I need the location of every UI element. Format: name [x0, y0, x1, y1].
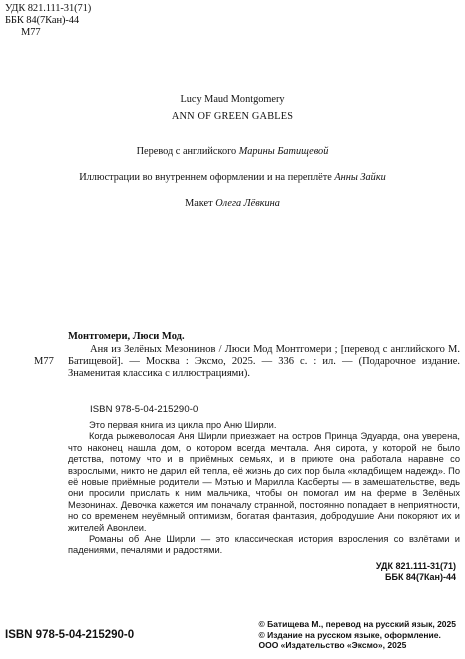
bbk-code: ББК 84(7Кан)-44 — [5, 15, 80, 26]
translation-credit — [0, 146, 465, 158]
illustrations-prefix: Иллюстрации во внутреннем оформлении и на переплёте — [79, 172, 335, 183]
footer-classification-codes — [376, 561, 456, 583]
layout-designer-name: Олега Лёвкина — [215, 198, 280, 209]
translation-prefix: Перевод с английского — [136, 146, 239, 157]
layout-prefix: Макет — [185, 198, 216, 209]
bibliographic-description: Аня из Зелёных Мезонинов / Люси Мод Монтгомери ; [перевод с английского М. Батищевой]. — Москва : Эксмо, 2025. — 336 с. : ил. — (Подарочное издание. Знаменитая классика с иллюстрациями). — [68, 344, 460, 379]
copyright-block — [258, 619, 456, 651]
copyright-edition: © Издание на русском языке, оформление. — [258, 629, 441, 640]
bibliographic-record — [68, 331, 460, 380]
annotation-paragraph: Романы об Ане Ширли — это классическая история взросления со взлётами и падениями, печалями и радостями. — [68, 534, 460, 556]
illustration-credit — [0, 172, 465, 184]
udk-code: УДК 821.111-31(71) — [5, 3, 92, 14]
author-latin: Lucy Maud Montgomery — [180, 94, 285, 105]
translator-name: Марины Батищевой — [238, 146, 329, 157]
footer-bbk-code: ББК 84(7Кан)-44 — [385, 572, 456, 582]
illustrator-name: Анны Зайки — [334, 172, 386, 183]
isbn-record: ISBN 978-5-04-215290-0 — [90, 404, 199, 415]
footer-udk-code: УДК 821.111-31(71) — [375, 561, 456, 571]
bibliographic-author-mark: М77 — [34, 356, 54, 367]
author-mark: М77 — [21, 27, 41, 38]
annotation-paragraph: Когда рыжеволосая Аня Ширли приезжает на остров Принца Эдуарда, она уверена, что наконец нашла дом, о котором всегда мечтала. Аня сирота, у которой не было детства, потому что и в приёмных семьях, и в приюте она работала наравне со взрослыми, никто не дарил ей тепла, её жизнь до сих пор была «кладбищем надежд». По её новые приёмные родители — Мэтью и Марилла Касберты — в замешательстве, ведь они просили прислать к ним мальчика, чтобы он помогал им на ферме в Зелёных Мезонинах. Девочка кажется им поначалу странной, постоянно попадает в неприятности, но со временем неуёмный оптимизм, богатая фантазия, добродушие Ани покоряют их и жителей Авонлеи. — [68, 431, 460, 533]
annotation — [68, 420, 460, 557]
footer-isbn: ISBN 978-5-04-215290-0 — [5, 629, 135, 641]
copyright-translation: © Батищева М., перевод на русский язык, 2025 — [258, 619, 456, 629]
annotation-paragraph: Это первая книга из цикла про Аню Ширли. — [89, 420, 277, 430]
header-classification-codes — [5, 3, 91, 39]
title-latin: ANN OF GREEN GABLES — [171, 111, 294, 122]
bibliographic-author-heading: Монтгомери, Люси Мод. — [68, 331, 185, 342]
layout-credit — [0, 198, 465, 210]
copyright-publisher: ООО «Издательство «Эксмо», 2025 — [258, 640, 407, 650]
